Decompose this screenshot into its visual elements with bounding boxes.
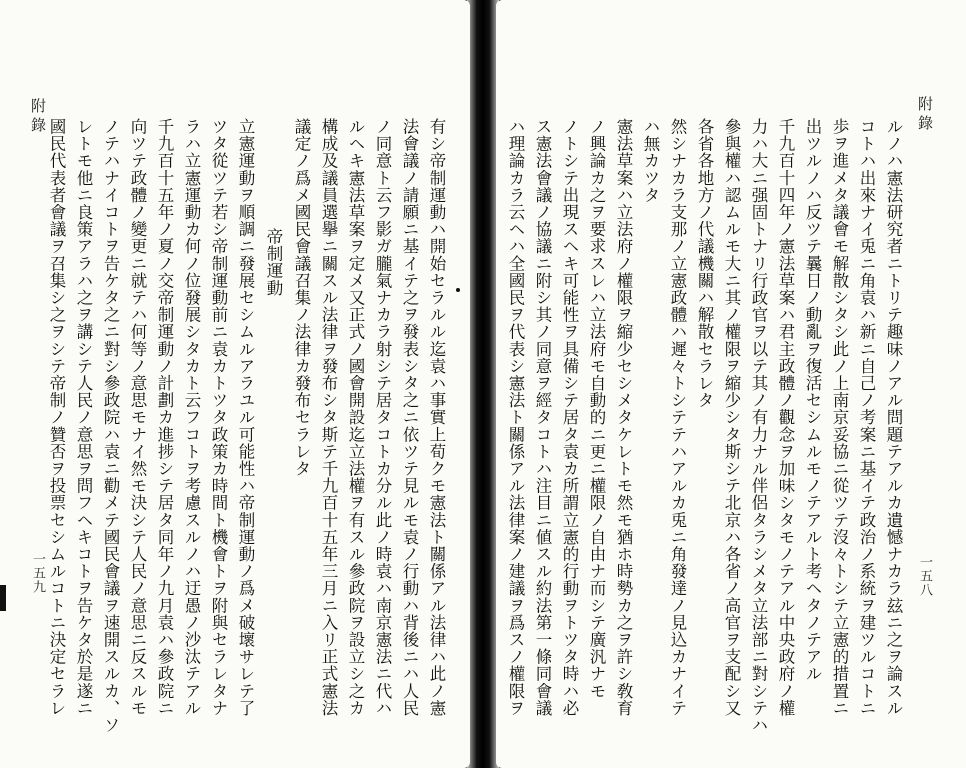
scan-edge-mark: [0, 585, 6, 611]
text-column: ノトシテ出現スヘキ可能性ヲ具備シテ居タ袁カ所謂立憲的行動ヲトツタ時ハ必: [560, 118, 579, 717]
book-gutter: [467, 0, 499, 768]
left-page: [0, 0, 470, 768]
text-column: 歩ヲ進メタ議會モ解散シタシ此ノ上南京妥協ニ從ツテ沒々トシテ立憲的措置ニ: [830, 118, 849, 717]
text-column: 千九百十四年ノ憲法草案ハ君主政體ノ觀念ヲ加味シタモノテアル中央政府ノ權: [776, 118, 795, 717]
text-column: コトハ出來ナイ兎ニ角袁ハ新ニ自己ノ考案ニ基イテ政治ノ系統ヲ建ツルコトニ: [857, 118, 876, 717]
page-header: 附錄: [29, 98, 47, 136]
text-column: 議定ノ爲メ國民會議召集ノ法律カ發布セラレタ: [292, 118, 311, 478]
text-column: ハ理論カラ云ヘハ全國民ヲ代表シ憲法ト關係アル法律案ノ建議ヲ爲スノ權限ヲ: [506, 118, 525, 717]
text-column: 然シナカラ支那ノ立憲政體ハ遲々トシテテハアルカ兎ニ角發達ノ見込カナイテ: [668, 118, 687, 717]
section-heading: 帝制運動: [264, 228, 283, 297]
text-column: ノ興論カ之ヲ要求スレハ立法府モ自動的ニ更ニ權限ノ自由ナ而シテ廣汎ナモ: [587, 118, 606, 700]
text-column: 各省各地方ノ代議機關ハ解散セラレタ: [695, 118, 714, 409]
text-column: ルヘキ憲法草案ヲ定メ又正式ノ國會開設迄立法權ヲ有スル參政院ヲ設立シ之カ: [346, 118, 365, 717]
text-column: 出ツルノハ反ツテ曩日ノ動亂ヲ復活セシムルモノテアルト考ヘタノテアル: [803, 118, 822, 683]
page-number: 一五九: [30, 552, 45, 594]
text-column: 法會議ノ請願ニ基イテ之ヲ發表シタ之ニ依ツテ見ルモ袁ノ行動ハ背後ニハ人民: [400, 118, 419, 717]
text-column: ツタ從ツテ若シ帝制運動前ニ袁カトツタ政策カ時間ト機會トヲ附與セラレタナ: [209, 118, 228, 717]
text-column: ハ無カツタ: [641, 118, 660, 204]
text-column: 參與權ハ認ムルモ大ニ其ノ權限ヲ縮少シタ斯シテ北京ハ各省ノ高官ヲ支配シ又: [722, 118, 741, 717]
text-column: 憲法草案ハ立法府ノ權限ヲ縮少セシメタケレトモ然モ猶ホ時勢カ之ヲ許シ敎育: [614, 118, 633, 717]
text-column: ノ同意ト云フ影ガ朧氣ナカラ射シテ居タコトカ分ル此ノ時袁ハ南京憲法ニ代ハ: [373, 118, 392, 717]
text-column: 千九百十五年ノ夏ノ交帝制運動ノ計劃カ進捗シテ居タ同年ノ九月袁ハ參政院ニ: [155, 118, 174, 717]
text-column: 力ハ大ニ强固トナリ行政官ヲ以テ其ノ有力ナル伴侶タラシメタ立法部ニ對シテハ: [749, 118, 768, 734]
text-column: ス憲法會議ノ協議ニ附シ其ノ同意ヲ經タコトハ注目ニ値スル約法第一條同會議: [533, 118, 552, 717]
text-column: 有シ帝制運動ハ開始セラルル迄袁ハ事實上荀クモ憲法ト關係アル法律ハ此ノ憲: [427, 118, 446, 717]
text-column: 國民代表者會議ヲ召集シ之ヲシテ帝制ノ贊否ヲ投票セシムルコトニ決定セラレ: [47, 118, 66, 717]
text-column: 向ツテ政體ノ變更ニ就テハ何等ノ意思モナイ然モ決シテ人民ノ意思ニ反スルモ: [128, 118, 147, 717]
text-column: 構成及議員選擧ニ關スル法律ヲ發布シタ斯テ千九百十五年三月ニ入リ正式憲法: [319, 118, 338, 717]
page-number: 一五八: [917, 555, 932, 597]
text-column: 立憲運動ヲ順調ニ發展セシムルアラユル可能性ハ帝制運動ノ爲メ破壞サレテ了: [236, 118, 255, 717]
page-header: 附錄: [916, 96, 934, 134]
ink-dot: [456, 288, 460, 292]
text-column: ルノハ憲法研究者ニトリテ趣味ノアル問題テアルカ遺憾ナカラ玆ニ之ヲ論スル: [884, 118, 903, 717]
right-page: [496, 0, 966, 768]
text-column: ノテハナイコトヲ告ケタ之ニ對シ參政院ハ袁ニ勸メテ國民會議ヲ速開スルカ、ソ: [101, 118, 120, 734]
text-column: ラハ立憲運動カ何ノ位發展シタカト云フコトヲ考慮スルノハ迂愚ノ沙汰テアル: [182, 118, 201, 717]
text-column: レトモ他ニ良策アラハ之ヲ講シテ人民ノ意思ヲ問フヘキコトヲ告ケタ於是遂ニ: [74, 118, 93, 717]
